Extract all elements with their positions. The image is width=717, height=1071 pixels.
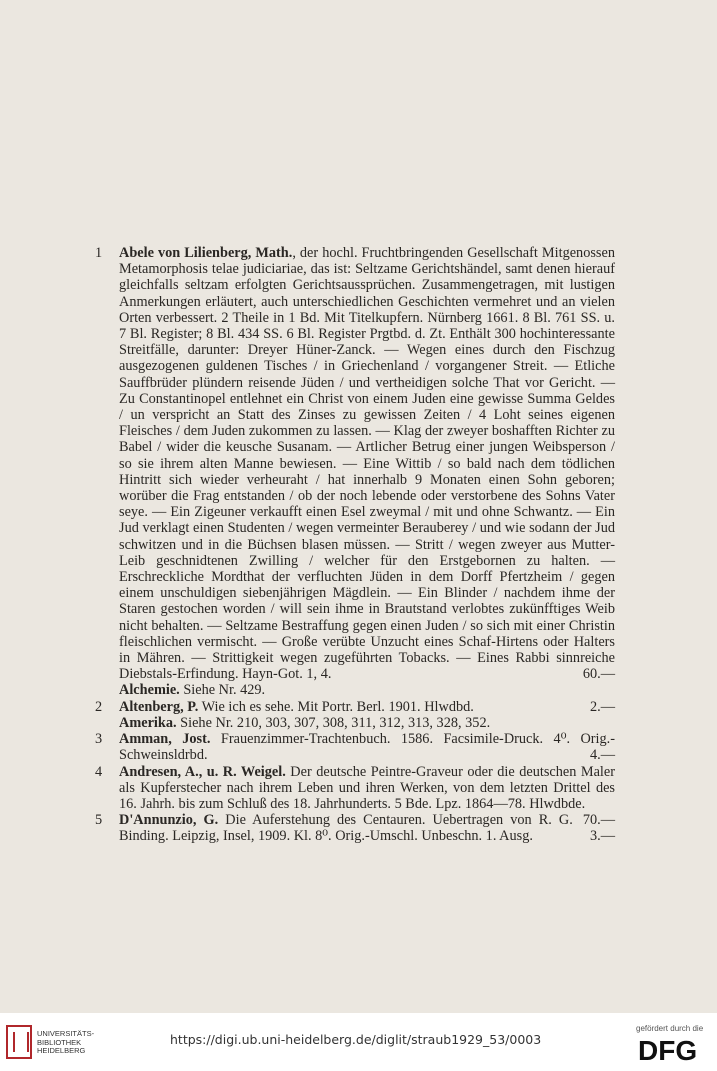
entry-heading: Amerika.	[119, 714, 177, 731]
viewer-footer	[0, 1013, 717, 1071]
entry-text: Frauenzimmer-Trachtenbuch. 1586. Facsimile-Druck. 4⁰. Orig.-Schweinsldrbd.	[119, 731, 615, 764]
permalink-url[interactable]: https://digi.ub.uni-heidelberg.de/diglit/straub1929_53/0003	[170, 1032, 542, 1047]
entry-number: 1	[95, 245, 103, 261]
catalog-entry	[95, 245, 615, 682]
entry-price: 2.—	[589, 698, 615, 715]
entry-text: Der deutsche Peintre-Graveur oder die deutschen Maler als Kupferstecher nach ihrem Leben und ihren Werken, von dem letzten Drittel des 16. Jahrh. bis zum Schluß des 18. Jahrhunderts. 5 Bde. Lpz. 1864—78. Hlwdbde.	[119, 763, 616, 812]
entry-heading: D'Annunzio, G.	[119, 812, 219, 829]
catalog-crossref	[95, 682, 615, 698]
entry-number: 3	[95, 731, 103, 748]
entry-text: Siehe Nr. 429.	[179, 682, 266, 699]
entry-text: Siehe Nr. 210, 303, 307, 308, 311, 312, 313, 328, 352.	[176, 714, 491, 731]
entry-number: 4	[95, 763, 103, 780]
entry-heading: Altenberg, P.	[119, 698, 199, 715]
entry-price: 60.—	[582, 666, 615, 683]
catalog-crossref	[95, 715, 615, 731]
entry-heading: Andresen, A., u. R. Weigel.	[119, 763, 286, 780]
entry-number: 5	[95, 812, 103, 829]
catalog-text	[95, 245, 615, 845]
funding-label: gefördert durch die	[636, 1024, 704, 1033]
logo-text: UNIVERSITÄTS- BIBLIOTHEK HEIDELBERG	[37, 1029, 95, 1055]
entry-price: 4.—	[589, 747, 615, 764]
catalog-entry	[95, 731, 615, 763]
entry-heading: Alchemie.	[119, 682, 180, 699]
entry-heading: Abele von Lilienberg, Math.	[119, 245, 293, 261]
entry-text: Die Auferstehung des Centauren. Uebertragen von R. G. Binding. Leipzig, Insel, 1909. Kl. 8⁰. Orig.-Umschl. Unbeschn. 1. Ausg.	[119, 812, 573, 845]
dfg-logo[interactable]: DFG	[638, 1035, 698, 1066]
catalog-entry	[95, 699, 615, 715]
entry-text: Wie ich es sehe. Mit Portr. Berl. 1901. Hlwdbd.	[198, 698, 474, 715]
library-emblem-icon	[6, 1025, 32, 1059]
university-library-logo[interactable]	[6, 1025, 96, 1065]
entry-heading: Amman, Jost.	[119, 731, 211, 748]
entry-text: , der hochl. Fruchtbringenden Gesellschaft Mitgenossen Metamorphosis telae judiciariae, das ist: Seltzame Gerichtshändel, samt denen hierauf gleichfalls seltzam erfolgten Gerichtsaussprüchen. Zusammengetragen, mit lustigen Anmerkungen erläutert, auch unterschiedlichen Geschichten vermehret und an vielen Orten verbessert. 2 Theile in 1 Bd. Mit Titelkupfern. Nürnberg 1661. 8 Bl. 761 SS. u. 7 Bl. Register; 8 Bl. 434 SS. 6 Bl. Register Prgtbd. d. Zt. Enthält 300 hochinteressante Streitfälle, darunter: Dreyer Hüner-Zanck. — Wegen eines durch den Fischzug ausgezogenen guldenen Tisches / in Griechenland / vorgangener Streit. — Etliche Sauffbrüder plündern reisende Jüden / und vertheidigen solche That vor Gericht. — Zu Constantinopel entlehnet ein Christ von einem Juden eine gewisse Summa Geldes / un verspricht an Statt des Zinses zu gewissen Zeiten / 4 Loht seines eigenen Fleisches / dem Juden zukommen zu lassen. — Klag der zweyer boshafften Richter zu Babel / wider die keusche Susanam. — Artlicher Betrug einer jungen Weibsperson / so sie ihrem alten Manne bewiesen. — Eine Wittib / so bald nach dem tödlichen Hintritt sich wieder verheuraht / hat innerhalb 9 Monaten einen Sohn geboren; worüber die Frag entstanden / ob der noch lebende oder verstorbene des Sohns Vater seye. — Ein Zigeuner verkaufft einen Esel zweymal / mit und ohne Schwantz. — Ein Jud verklagt einen Studenten / wegen vermeinter Berauberey / und wie sodann der Jud schwitzen und in die Büchsen blasen müssen. — Stritt / wegen zweyer aus Mutter-Leib geschnidtenen Zwilling / welcher für den Erstgebornen zu halten. — Erschreckliche Mordthat der verfluchten Jüden in dem Dorff Pfertzheim / gegen einem unschuldigen siebenjährigen Mägdlein. — Ein Blinder / nachdem ihme der Staren gestochen worden / will sein ihme in Brautstand verlobtes zukünfftiges Weib nicht behalten. — Seltzame Bestraffung gegen einen Juden / so sich mit einer Christin fleischlichen vermischt. — Große verübte Unzucht eines Schaf-Hirtens oder Halters in Mähren. — Strittigkeit wegen zugeführten Tobacks. — Eines Rabbi sinnreiche Diebstals-Erfindung. Hayn-Got. 1, 4.	[119, 245, 615, 683]
entry-price: 70.—	[582, 812, 615, 829]
entry-number: 2	[95, 698, 103, 715]
entry-price: 3.—	[589, 828, 615, 845]
catalog-entry	[95, 812, 615, 844]
